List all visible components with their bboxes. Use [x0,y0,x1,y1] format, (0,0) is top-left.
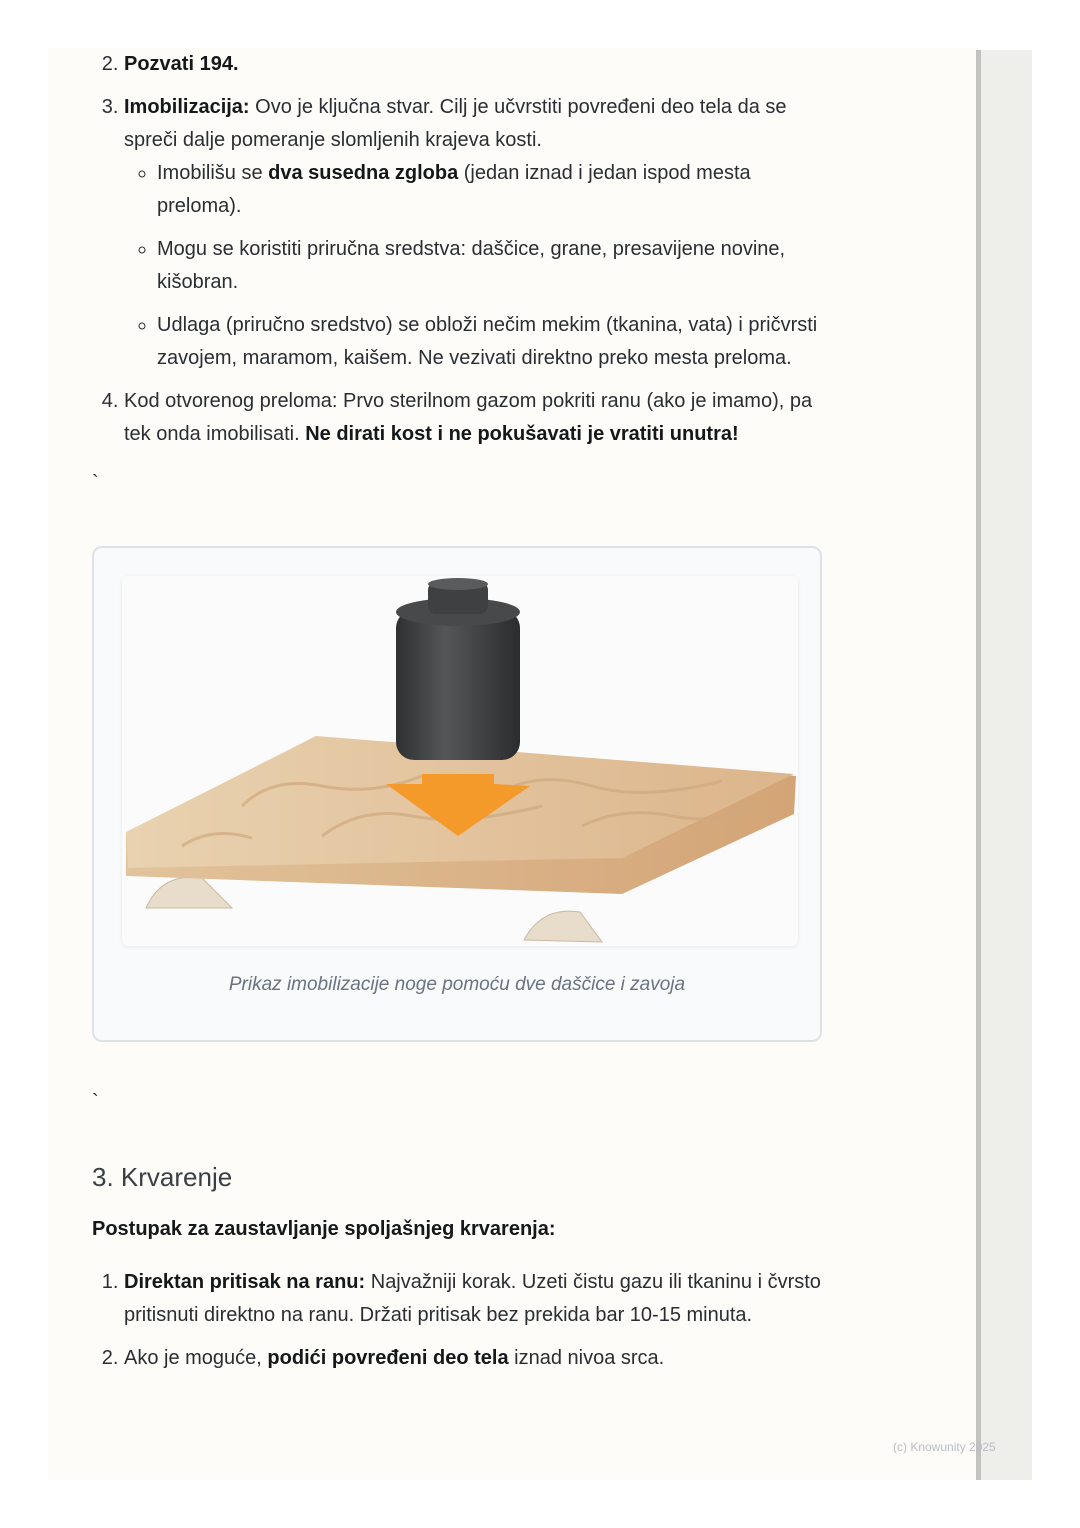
backtick-text: ` [92,1091,99,1113]
step-bold: Direktan pritisak na ranu: [124,1271,366,1293]
weight-knob-top [428,578,488,590]
step-3-bold: Imobilizacija: [124,96,250,118]
figure-box [92,546,822,1042]
bullet-text: Udlaga (priručno sredstvo) se obloži nečim mekim (tkanina, vata) i pričvrsti zavojem, maramom, kaišem. Ne vezivati direktno preko mesta preloma. [157,314,818,369]
bleeding-steps-list [92,1266,832,1375]
left-support [146,877,232,908]
step-text: Najvažniji korak. Uzeti čistu gazu ili tkaninu i čvrsto pritisnuti direktno na ranu. Držati pritisak bez prekida bar 10-15 minuta. [124,1271,821,1326]
list-item [124,385,832,451]
figure-caption: Prikaz imobilizacije noge pomoću dve daščice i zavoja [228,974,686,995]
backtick-text: ` [92,472,99,494]
step-bold: podići povređeni deo tela [267,1347,509,1369]
list-item [124,48,832,81]
list-item [157,233,832,299]
scrollbar-track[interactable] [976,50,1032,1480]
list-item [124,91,832,375]
list-item [157,309,832,375]
weight-body [396,610,520,760]
fracture-steps-list [92,48,832,451]
right-support [524,911,602,942]
step-3-text: Ovo je ključna stvar. Cilj je učvrstiti povređeni deo tela da se spreči dalje pomeranje slomljenih krajeva kosti. [124,96,787,151]
immobilization-bullets [124,157,832,375]
weight-on-board-illustration [122,576,798,946]
document-content [92,48,832,1385]
step-text: Ako je moguće, [124,1347,268,1369]
step-4-bold: Ne dirati kost i ne pokušavati je vratiti unutra! [305,423,739,445]
scrollbar-edge [976,50,981,1480]
step-text: iznad nivoa srca. [508,1347,665,1369]
bullet-text: (jedan iznad i jedan ispod mesta preloma). [157,162,751,217]
list-item [124,1266,832,1332]
bullet-text: Mogu se koristiti priručna sredstva: daščice, grane, presavijene novine, kišobran. [157,238,786,293]
step-2-text: Pozvati 194. [124,53,239,75]
list-item [157,157,832,223]
list-item [124,1342,832,1375]
bullet-bold: dva susedna zgloba [268,162,459,184]
section-heading: 3. Krvarenje [92,1162,233,1192]
step-4-text: Kod otvorenog preloma: Prvo sterilnom gazom pokriti ranu (ako je imamo), pa tek onda imobilisati. [124,390,813,445]
copyright-footer: (c) Knowunity 2025 [893,1440,996,1454]
section-subhead: Postupak za zaustavljanje spoljašnjeg krvarenja: [92,1218,556,1240]
figure-image [122,576,798,946]
bullet-text: Imobilišu se [157,162,269,184]
